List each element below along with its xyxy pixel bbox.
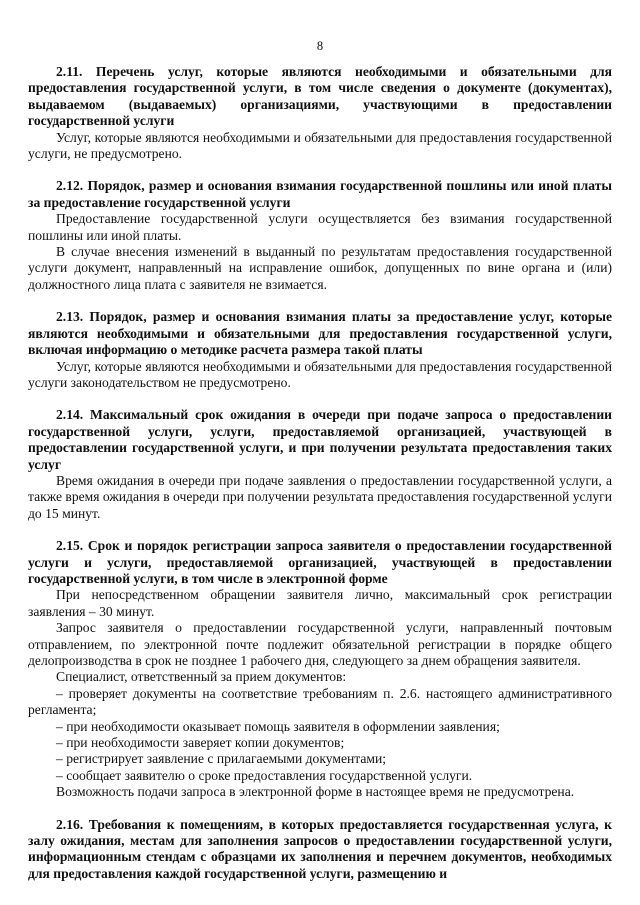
section-heading: 2.15. Срок и порядок регистрации запроса заявителя о предоставлении государственной услуги и услуги, предоставляемой организацией, участвующей в предоставлении государственной услуги, в том числе в электронной форме (28, 538, 612, 586)
section-2-12 (28, 178, 612, 293)
section-2-13 (28, 309, 612, 391)
section-heading: 2.14. Максимальный срок ожидания в очереди при подаче запроса о предоставлении государственной услуги, услуги, предоставляемой организацией, участвующей в предоставлении государственной услуги, и при получении результата предоставления таких услуг (28, 407, 612, 472)
section-heading: 2.12. Порядок, размер и основания взимания государственной пошлины или иной платы за предоставление государственной услуги (28, 178, 612, 210)
list-item: – при необходимости оказывает помощь заявителя в оформлении заявления; (56, 718, 500, 734)
list-item: – сообщает заявителю о сроке предоставления государственной услуги. (56, 767, 473, 783)
paragraph: В случае внесения изменений в выданный по результатам предоставления государственной услуги документ, направленный на исправление ошибок, допущенных по вине органа и (или) должностного лица плата с заявителя не взимается. (28, 244, 612, 292)
list-item: – проверяет документы на соответствие требованиям п. 2.6. настоящего административного регламента; (28, 685, 612, 718)
paragraph: Запрос заявителя о предоставлении государственной услуги, направленный почтовым отправлением, по электронной почте подлежит обязательной регистрации в порядке общего делопроизводства в срок не позднее 1 рабочего дня, следующего за днем обращения заявителя. (28, 620, 612, 668)
paragraph: Услуг, которые являются необходимыми и обязательными для предоставления государственной услуги, не предусмотрено. (28, 129, 612, 162)
paragraph: Время ожидания в очереди при подаче заявления о предоставлении государственной услуги, а также время ожидания в очереди при получении результата предоставления государственной услуги до 15 минут. (28, 472, 612, 521)
section-2-11 (28, 64, 612, 162)
responsibilities-list (28, 686, 612, 784)
section-2-16 (28, 817, 612, 883)
paragraph: При непосредственном обращении заявителя лично, максимальный срок регистрации заявления – 30 минут. (28, 587, 612, 619)
paragraph: Специалист, ответственный за прием документов: (56, 669, 347, 685)
document-body (28, 64, 612, 898)
list-item: – при необходимости заверяет копии документов; (56, 735, 345, 751)
page-number: 8 (316, 39, 324, 53)
paragraph: Возможность подачи запроса в электронной форме в настоящее время не предусмотрена. (56, 784, 575, 800)
paragraph: Предоставление государственной услуги осуществляется без взимания государственной пошлины или иной платы. (28, 211, 612, 243)
paragraph: Услуг, которые являются необходимыми и обязательными для предоставления государственной услуги законодательством не предусмотрено. (28, 358, 612, 390)
list-item: – регистрирует заявление с прилагаемыми документами; (56, 751, 387, 767)
section-2-15 (28, 538, 612, 801)
section-heading: 2.16. Требования к помещениям, в которых предоставляется государственная услуга, к залу ожидания, местам для заполнения запросов о предоставлении государственной услуги, информационным стендам с образцами их заполнения и перечнем документов, необходимых для предоставления каждой государственной услуги, размещению и (28, 816, 612, 881)
section-2-14 (28, 407, 612, 522)
section-heading: 2.11. Перечень услуг, которые являются необходимыми и обязательными для предоставления государственной услуги, в том числе сведения о документе (документах), выдаваемом (выдаваемых) организациями, участвующими в предоставлении государственной услуги (28, 64, 612, 129)
section-heading: 2.13. Порядок, размер и основания взимания платы за предоставление услуг, которые являются необходимыми и обязательными для предоставления государственной услуги, включая информацию о методике расчета размера такой платы (28, 309, 612, 358)
